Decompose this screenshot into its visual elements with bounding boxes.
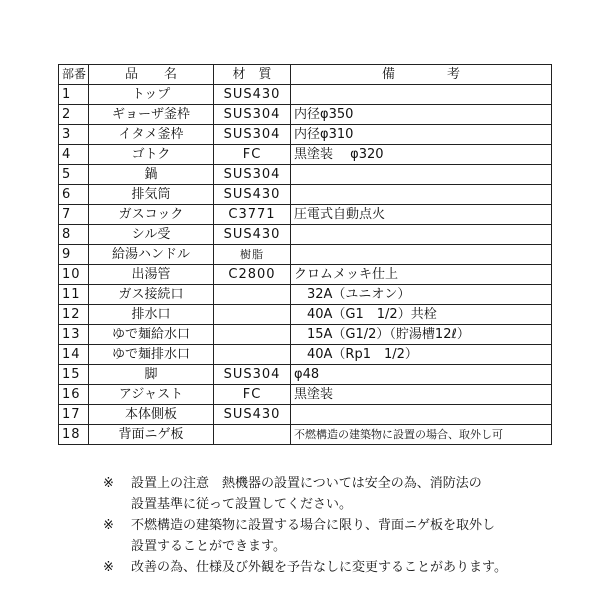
material-cell (214, 425, 291, 445)
part-number-cell: 2 (59, 105, 89, 125)
material-cell: SUS304 (214, 105, 291, 125)
part-name-cell: ガス接続口 (89, 285, 214, 305)
part-number-cell: 12 (59, 305, 89, 325)
remarks-cell: クロムメッキ仕上 (291, 265, 552, 285)
remarks-cell: 15A（G1/2）（貯湯槽12ℓ） (291, 325, 552, 345)
material-cell: C2800 (214, 265, 291, 285)
remarks-cell: 内径φ350 (291, 105, 552, 125)
header-part-name: 品 名 (89, 65, 214, 85)
remarks-cell: 40A（Rp1 1/2） (291, 345, 552, 365)
remarks-cell: 40A（G1 1/2）共栓 (291, 305, 552, 325)
note-mark: ※ (103, 560, 114, 575)
remarks-cell: 不燃構造の建築物に設置の場合、取外し可 (291, 425, 552, 445)
table-row (59, 125, 552, 145)
material-cell: FC (214, 145, 291, 165)
table-row (59, 205, 552, 225)
remarks-cell: φ48 (291, 365, 552, 385)
part-name-cell: ゴトク (89, 145, 214, 165)
table-row (59, 85, 552, 105)
part-name-cell: 背面ニゲ板 (89, 425, 214, 445)
part-name-cell: 本体側板 (89, 405, 214, 425)
remarks-cell: 内径φ310 (291, 125, 552, 145)
part-name-cell: アジャスト (89, 385, 214, 405)
part-name-cell: 脚 (89, 365, 214, 385)
table-row (59, 265, 552, 285)
header-remarks: 備 考 (291, 65, 552, 85)
note-text: 設置基準に従って設置してください。 (131, 497, 353, 512)
part-name-cell: イタメ釜枠 (89, 125, 214, 145)
material-cell: SUS430 (214, 405, 291, 425)
note-mark: ※ (103, 518, 114, 533)
header-material: 材 質 (214, 65, 291, 85)
remarks-cell (291, 225, 552, 245)
table-row (59, 105, 552, 125)
part-name-cell: ガスコック (89, 205, 214, 225)
material-cell: FC (214, 385, 291, 405)
remarks-cell: 32A（ユニオン） (291, 285, 552, 305)
note-item (103, 515, 573, 557)
table-row (59, 225, 552, 245)
part-number-cell: 14 (59, 345, 89, 365)
part-name-cell: ギョーザ釜枠 (89, 105, 214, 125)
material-cell (214, 345, 291, 365)
material-cell (214, 325, 291, 345)
part-name-cell: ゆで麺排水口 (89, 345, 214, 365)
header-part-no: 部番 (59, 65, 89, 85)
part-number-cell: 7 (59, 205, 89, 225)
part-number-cell: 17 (59, 405, 89, 425)
parts-table (58, 64, 552, 445)
table-row (59, 345, 552, 365)
part-name-cell: 給湯ハンドル (89, 245, 214, 265)
note-text: 不燃構造の建築物に設置する場合に限り、背面ニゲ板を取外し (131, 518, 496, 533)
table-row (59, 425, 552, 445)
remarks-cell (291, 185, 552, 205)
material-cell: SUS430 (214, 225, 291, 245)
table-row (59, 305, 552, 325)
material-cell: SUS304 (214, 365, 291, 385)
table-row (59, 405, 552, 425)
part-name-cell: ゆで麺給水口 (89, 325, 214, 345)
table-row (59, 385, 552, 405)
material-cell (214, 305, 291, 325)
remarks-cell (291, 245, 552, 265)
remarks-cell (291, 85, 552, 105)
material-cell: C3771 (214, 205, 291, 225)
remarks-cell: 黒塗装 (291, 385, 552, 405)
note-text: 設置上の注意 熱機器の設置については安全の為、消防法の (131, 476, 482, 491)
part-number-cell: 5 (59, 165, 89, 185)
part-number-cell: 3 (59, 125, 89, 145)
part-number-cell: 10 (59, 265, 89, 285)
material-cell (214, 285, 291, 305)
part-number-cell: 18 (59, 425, 89, 445)
material-cell: SUS304 (214, 165, 291, 185)
material-cell: SUS430 (214, 185, 291, 205)
material-cell: 樹脂 (214, 245, 291, 265)
part-name-cell: 出湯管 (89, 265, 214, 285)
note-text: 設置することができます。 (131, 539, 286, 554)
table-row (59, 365, 552, 385)
part-number-cell: 4 (59, 145, 89, 165)
part-number-cell: 1 (59, 85, 89, 105)
note-item (103, 473, 573, 515)
table-body (59, 85, 552, 445)
table-header-row (59, 65, 552, 85)
part-number-cell: 16 (59, 385, 89, 405)
part-number-cell: 15 (59, 365, 89, 385)
table-row (59, 325, 552, 345)
notes-section (103, 473, 573, 578)
remarks-cell: 圧電式自動点火 (291, 205, 552, 225)
table-row (59, 285, 552, 305)
part-name-cell: トップ (89, 85, 214, 105)
table-row (59, 245, 552, 265)
remarks-cell (291, 405, 552, 425)
note-item (103, 557, 573, 578)
part-name-cell: 排水口 (89, 305, 214, 325)
part-number-cell: 11 (59, 285, 89, 305)
table-row (59, 165, 552, 185)
material-cell: SUS430 (214, 85, 291, 105)
material-cell: SUS304 (214, 125, 291, 145)
part-number-cell: 13 (59, 325, 89, 345)
part-number-cell: 8 (59, 225, 89, 245)
note-mark: ※ (103, 476, 114, 491)
note-text: 改善の為、仕様及び外観を予告なしに変更することがあります。 (131, 560, 507, 575)
remarks-cell (291, 165, 552, 185)
part-name-cell: シル受 (89, 225, 214, 245)
part-name-cell: 鍋 (89, 165, 214, 185)
part-name-cell: 排気筒 (89, 185, 214, 205)
table-row (59, 185, 552, 205)
part-number-cell: 6 (59, 185, 89, 205)
remarks-cell: 黒塗装 φ320 (291, 145, 552, 165)
table-row (59, 145, 552, 165)
part-number-cell: 9 (59, 245, 89, 265)
